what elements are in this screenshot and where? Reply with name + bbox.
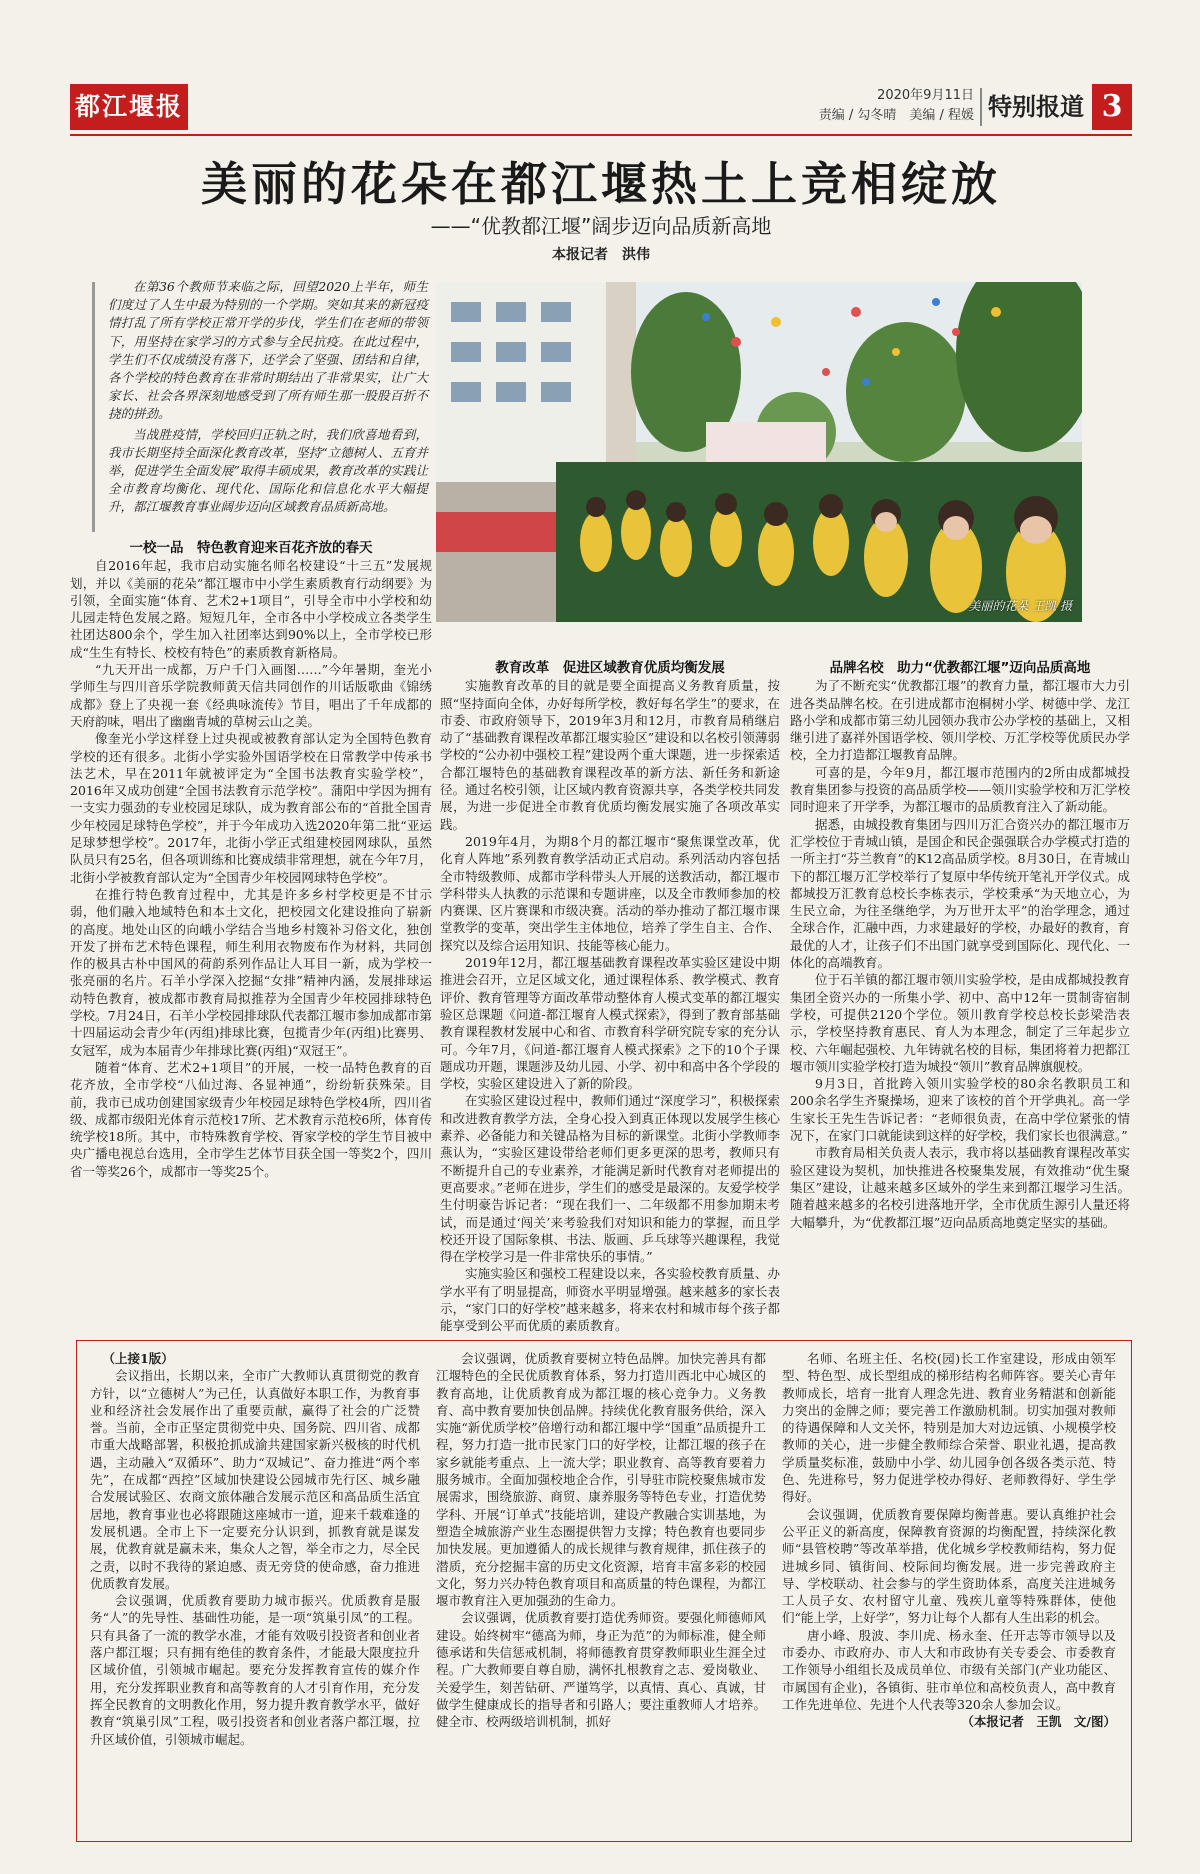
paragraph: 可喜的是，今年9月，都江堰市范围内的2所由成都城投教育集团参与投资的高品质学校——领川实验学校和万汇学校同时迎来了开学季，为都江堰市的品质教育注入了新动能。 [790,764,1130,815]
paragraph: 会议强调，优质教育要保障均衡普惠。要认真维护社会公平正义的新高度，保障教育资源的均衡配置，持续深化教师“县管校聘”等改革举措，优化城乡学校教师结构，努力促进城乡同、镇街间、校际间均衡发展。进一步完善政府主导、学校联动、社会参与的学生资助体系，高度关注进城务工人员子女、农村留守儿童、残疾儿童等特殊群体，使他们“能上学，上好学”，努力让每个人都有人生出彩的机会。 [782,1506,1116,1626]
page-number: 3 [1092,84,1132,130]
paragraph: 实施实验区和强校工程建设以来，各实验校教育质量、办学水平有了明显提高，师资水平明显增强。越来越多的家长表示，“家门口的好学校”越来越多，将来农村和城市每个孩子都能享受到公平而优质的素质教育。 [440,1266,780,1334]
paragraph: 位于石羊镇的都江堰市领川实验学校，是由成都城投教育集团全资兴办的一所集小学、初中、高中12年一贯制寄宿制学校，可提供2120个学位。领川教育学校总校长彭梁浩表示，学校坚持教育惠民、育人为本理念，制定了三年起步立校、六年崛起强校、九年铸就名校的目标，集团将着力把都江堰市领川实验学校打造为城投“领川”教育品牌旗舰校。 [790,972,1130,1074]
section-name: 特别报道 [988,93,1084,121]
column-subtitle: 品牌名校 助力“优教都江堰”迈向品质高地 [829,660,1091,676]
column-subtitle: 一校一品 特色教育迎来百花齐放的春天 [129,540,373,556]
paragraph: 会议强调，优质教育要树立特色品牌。加快完善具有都江堰特色的全民优质教育体系，努力打造川西北中心城区的教育高地，让优质教育成为都江堰的核心竞争力。义务教育、高中教育要加快创品牌。持续优化教育服务供给，深入实施“新优质学校”倍增行动和都江堰中学“国重”品质提升工程，努力打造一批市民家门口的好学校，让都江堰的孩子在家乡就能考重点、上一流大学；职业教育、高等教育要着力服务城市。全面加强校地企合作，引导驻市院校聚焦城市发展需求，围绕旅游、商贸、康养服务等特色专业，打造优势学科、开展“订单式”技能培训，建设产教融合实训基地，为塑造全城旅游产业生态圈提供智力支撑；特色教育也要同步加快发展。更加遵循人的成长规律与教育规律，抓住孩子的潜质，充分挖掘丰富的历史文化资源，培育丰富多彩的校园文化，努力兴办特色教育项目和高质量的特色课程，为都江堰市教育注入更加强劲的生命力。 [436,1351,766,1609]
editors-credit: 责编 / 勾冬晴 美编 / 程媛 [818,108,974,123]
students-photo [436,282,1082,622]
paragraph: 2019年12月，都江堰基础教育课程改革实验区建设中期推进会召开，立足区域文化，通过课程体系、教学模式、教育评价、教育管理等方面改革带动整体育人模式变革的都江堰实验区总课题《问道-都江堰育人模式探索》，得到了教育部基础教育课程教材发展中心和省、市教育科学研究院专家的充分认可。今年7月，《问道-都江堰育人模式探索》之下的10个子课题成功开题，课题涉及幼儿园、小学、初中和高中各个学段的学校，实验区建设进入了新的阶段。 [440,955,780,1092]
photo-caption: 美丽的花朵 王凯 摄 [968,599,1072,613]
paragraph: 会议强调，优质教育要助力城市振兴。优质教育是服务“人”的先导性、基础性功能，是一项“筑巢引凤”的工程。只有具备了一流的教学水准，才能有效吸引投资者和创业者落户都江堰；只有拥有绝佳的教育条件，才能最大限度拉升区域价值，引领城市崛起。要充分发挥教育宣传的媒介作用，充分发挥职业教育和高等教育的人才引育作用，充分发挥全民教育的文明教化作用，努力提升教育教学水平，做好教育“筑巢引凤”工程，吸引投资者和创业者落户都江堰，拉升区域价值，引领城市崛起。 [90,1593,420,1747]
paragraph: 9月3日，首批跨入领川实验学校的80余名教职员工和200余名学生齐聚操场，迎来了该校的首个开学典礼。高一学生家长王先生告诉记者：“老师很负责，在高中学位紧张的情况下，在家门口就能读到这样的好学校，我们家长也很满意。” [790,1076,1130,1144]
paragraph: 市教育局相关负责人表示，我市将以基础教育课程改革实验区建设为契机，加快推进各校聚集发展，有效推动“优生聚集区”建设，让越来越多区域外的学生来到都江堰学习生活。随着越来越多的名校引进落地开学，全市优质生源引人量还将大幅攀升，为“优教都江堰”迈向品质高地奠定坚实的基础。 [790,1145,1130,1230]
column-subtitle: 教育改革 促进区域教育优质均衡发展 [495,660,725,676]
column-2 [440,660,780,1335]
masthead-rule [70,134,1132,136]
headline: 美丽的花朵在都江堰热土上竞相绽放 [201,157,1001,211]
paragraph: 唐小峰、殷波、李川虎、杨永奎、任开志等市领导以及市委办、市政府办、市人大和市政协有关专委会、市委教育工作领导小组组长及成员单位、市级有关部门(产业功能区、市属国有企业)，各镇街、驻市单位和高校负责人，高中教育工作先进单位、先进个人代表等320余人参加会议。 [782,1627,1116,1712]
paragraph: 为了不断充实“优教都江堰”的教育力量，都江堰市大力引进各类品牌名校。在引进成都市泡桐树小学、树德中学、龙江路小学和成都市第三幼儿园领办我市公办学校的基础上，又相继引进了嘉祥外国语学校、领川学校、万汇学校等优质民办学校，全力打造都江堰教育品牌。 [790,678,1130,763]
continued-marker: （上接1版） [102,1351,174,1366]
paragraph: “九天开出一成都，万户千门入画图……”今年暑期，奎光小学师生与四川音乐学院教师黄天信共同创作的川话版歌曲《锦绣成都》登上了央视一套《经典咏流传》节目，唱出了千年成都的天府韵味，唱出了幽幽青城的草树云山之美。 [70,662,432,729]
issue-date: 2020年9月11日 [877,88,974,103]
issue-info [819,86,974,126]
masthead [70,84,1132,130]
paragraph: 据悉，由城投教育集团与四川万汇合资兴办的都江堰市万汇学校位于青城山镇，是国企和民企强强联合办学模式打造的一所主打“芬兰教育”的K12高品质学校。8月30日，在青城山下的都江堰万汇学校举行了复原中华传统开笔礼开学仪式。成都城投万汇教育总校长李栋表示，学校秉承“为天地立心，为生民立命，为往圣继绝学，为万世开太平”的治学理念，通过全球合作，汇融中西，力求建最好的学校，办最好的教育，育最优的人才，让孩子们不出国门就享受到国际化、现代化、一体化的高端教育。 [790,816,1130,971]
article-photo [436,282,1082,622]
paragraph: 2019年4月，为期8个月的都江堰市“聚焦课堂改革，优化育人阵地”系列教育教学活动正式启动。系列活动内容包括全市特级教师、成都市学科带头人开展的送教活动，都江堰市学科带头人执教的示范课和专题讲座，以及全市教师参加的校内赛课、区片赛课和市级决赛。活动的举办推动了都江堰市课堂教学的变革，突出学生主体地位，培养了学生自主、合作、探究以及综合运用知识、技能等核心能力。 [440,833,780,953]
paragraph: 会议强调，优质教育要打造优秀师资。要强化师德师风建设。始终树牢“德高为师，身正为范”的为师标准，健全师德承诺和失信惩戒机制，将师德教育贯穿教师职业生涯全过程。广大教师要自尊自励，满怀扎根教育之志、爱岗敬业、关爱学生，刻苦钻研、严谨笃学，以真情、真心、真诚，甘做学生健康成长的指导者和引路人；要注重教师人才培养。健全市、校两级培训机制，抓好 [436,1610,766,1730]
lead-paragraph: 当战胜疫情，学校回归正轨之时，我们欣喜地看到，我市长期坚持全面深化教育改革，坚持“立德树人、五育并举，促进学生全面发展”取得丰硕成果，教育改革的实践让全市教育均衡化、现代化、国际化和信息化水平大幅提升，都江堰教育事业阔步迈向区域教育品质新高地。 [108,426,428,515]
paragraph: 会议指出，长期以来，全市广大教师认真贯彻党的教育方针，以“立德树人”为己任，认真做好本职工作，为教育事业和经济社会发展作出了重要贡献，赢得了社会的广泛赞誉。当前，全市正坚定贯彻党中央、国务院、四川省、成都市重大战略部署，积极抢抓成渝共建国家新兴极核的时代机遇，主动融入“双循环”、助力“双城记”、奋力推进“两个率先”，在成都“西控”区域加快建设公园城市先行区、城乡融合发展试验区、农商文旅体融合发展示范区和高品质生活宜居地，教育事业也必将跟随这座城市一道，迎来千载难逢的发展机遇。全市上下一定要充分认识到，抓教育就是谋发展，优教育就是赢未来，集众人之智，举全市之力，尽全民之责，以时不我待的紧迫感、责无旁贷的使命感，奋力推进优质教育发展。 [90,1368,420,1591]
byline: 本报记者 洪伟 [552,247,650,263]
paragraph: 在实验区建设过程中，教师们通过“深度学习”，积极探索和改进教育教学方法，全身心投入到真正体现以发展学生核心素养、必备能力和关键品格为目标的新课堂。北街小学教师李燕认为，“实验区建设带给老师们更多更深的思考，教师只有不断提升自己的专业素养，才能满足新时代教育对老师提出的更高要求。”老师在进步，学生们的感受是最深的。友爱学校学生付明豪告诉记者：“现在我们一、二年级都不用参加期末考试，而是通过‘闯关’来考验我们对知识和能力的掌握，而且学校还开设了国际象棋、书法、版画、乒乓球等兴趣课程，我觉得在学校学习是一件非常快乐的事情。” [440,1093,780,1265]
paragraph: 名师、名班主任、名校(园)长工作室建设，形成由领军型、特色型、成长型组成的梯形结构名师阵容。要关心青年教师成长，培育一批育人理念先进、教育业务精湛和创新能力突出的金牌之师；要完善工作激励机制。切实加强对教师的待遇保障和人文关怀，特别是加大对边远镇、小规模学校教师的关心，进一步健全教师综合荣誉、职业礼遇，提高教学质量奖标准，鼓励中小学、幼儿园争创各级各类示范、特色、先进称号，努力促进学校办得好、老师教得好、学生学得好。 [782,1351,1116,1505]
paragraph: 在推行特色教育过程中，尤其是许多乡村学校更是不甘示弱，他们融入地域特色和本土文化，把校园文化建设推向了崭新的高度。地处山区的向峨小学结合当地乡村篾补习俗文化，独创开发了拼布艺术特色课程，师生利用衣物废布作为材料，共同创作的极具古朴中国风的荷韵系列作品让人耳目一新，成为学校一张亮丽的名片。石羊小学深入挖掘“女排”精神内涵，发展排球运动特色教育，被成都市教育局拟推荐为全国青少年校园排球特色学校。7月24日，石羊小学校园排球队代表都江堰市参加成都市第十四届运动会青少年(丙组)排球比赛，包揽青少年(丙组)比赛男、女冠军，成为本届青少年排球比赛(丙组)“双冠王”。 [70,886,432,1058]
continued-column-1 [90,1350,420,1748]
column-3 [790,660,1130,1231]
paragraph: 随着“体育、艺术2+1项目”的开展，一校一品特色教育的百花齐放，全市学校“八仙过海、各显神通”，纷纷斩获殊荣。目前，我市已成功创建国家级青少年校园足球特色学校4所，四川省级、成都市级阳光体育示范校17所、艺术教育示范校6所，体育传统学校18所。其中，市特殊教育学校、胥家学校的学生节目被中央广播电视总台选用，全市学生艺体节目获全国一等奖2个，四川省一等奖26个，成都市一等奖25个。 [70,1059,432,1179]
subheadline: ——“优教都江堰”阔步迈向品质新高地 [430,214,772,238]
newspaper-logo: 都江堰报 [70,84,188,130]
lead-rule [92,282,95,532]
continued-column-2 [436,1350,766,1731]
reporter-signature: （本报记者 王凯 文/图） [961,1714,1116,1730]
paragraph: 像奎光小学这样登上过央视或被教育部认定为全国特色教育学校的还有很多。北街小学实验外国语学校在日常教学中传承书法艺术，早在2011年就被评定为“全国书法教育实验学校”，2016年又成功创建“全国书法教育示范学校”。蒲阳中学因为拥有一支实力强劲的专业校园足球队，成为教育部公布的“首批全国青少年校园足球特色学校”，并于今年成功入选2020年第二批“亚运足球梦想学校”。2017年，北街小学正式组建校园网球队，虽然队员只有25名，但各项训练和比赛成绩非常理想，就在今年7月，北街小学被教育部认定为“全国青少年校园网球特色学校”。 [70,731,432,885]
column-1 [70,540,432,1180]
paragraph: 实施教育改革的目的就是要全面提高义务教育质量，按照“坚持面向全体，办好每所学校，教好每名学生”的要求，在市委、市政府领导下，2019年3月和12月，市教育局稍继启动了“基础教育课程改革都江堰实验区”建设和以名校引领薄弱学校的“公办初中强校工程”建设两个重大课题，进一步探索适合都江堰特色的基础教育课程改革的新方法、新任务和新途径。通过名校引领，让区域内教育资源共享，各类学校共同发展，为进一步促进全市教育优质均衡发展实施了各项改革实践。 [440,678,780,832]
masthead-divider [980,88,982,126]
paragraph: 自2016年起，我市启动实施名师名校建设“十三五”发展规划，并以《美丽的花朵”都江堰市中小学生素质教育行动纲要》为引领，全面实施“体育、艺术2+1项目”，引导全市中小学校和幼儿园走特色发展之路。短短几年，全市各中小学校成立各类学生社团达800余个，学生加入社团率达到90%以上，全市学校已形成“生生有特长、校校有特色”的素质教育新格局。 [70,558,432,660]
lead-paragraphs [108,278,428,519]
lead-paragraph: 在第36个教师节来临之际，回望2020上半年，师生们度过了人生中最为特别的一个学期。突如其来的新冠疫情打乱了所有学校正常开学的步伐，学生们在老师的带领下，用坚持在家学习的方式参与全民抗疫。在此过程中，学生们不仅成绩没有落下，还学会了坚强、团结和自律，各个学校的特色教育在非常时期结出了非常果实，让广大家长、社会各界深刻地感受到了所有师生那一股股百折不挠的拼劲。 [108,279,428,422]
continued-column-3 [782,1350,1116,1731]
